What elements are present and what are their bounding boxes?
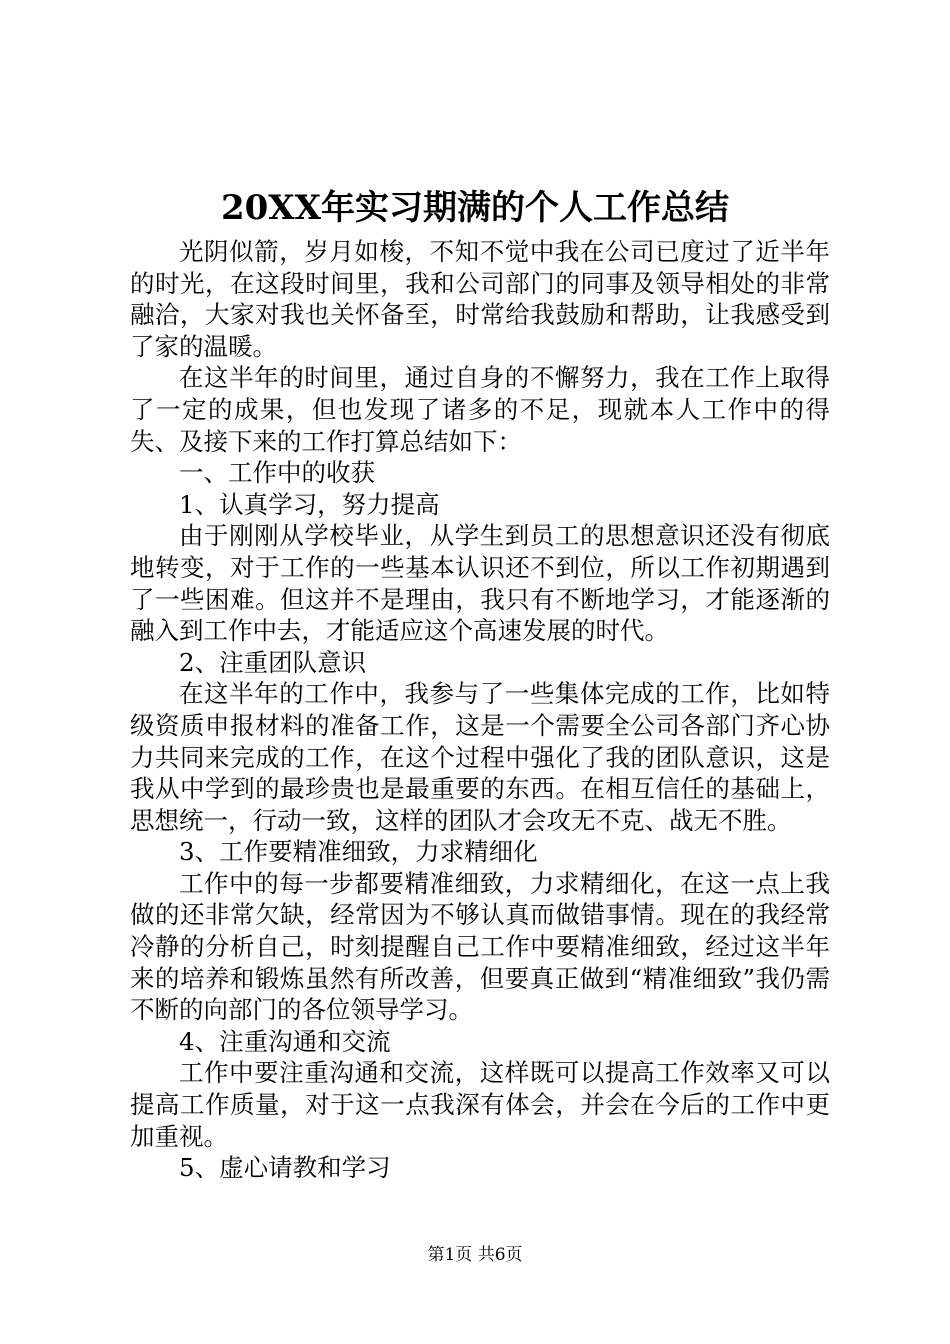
document-title: 20XX年实习期满的个人工作总结 [220,188,730,228]
paragraph: 光阴似箭，岁月如梭，不知不觉中我在公司已度过了近半年的时光，在这段时间里，我和公司部门的同事及领导相处的非常融洽，大家对我也关怀备至，时常给我鼓励和帮助，让我感受到了家的温暖。 [130,237,830,361]
subsection-heading: 5、虚心请教和学习 [179,1153,391,1183]
subsection-heading: 2、注重团队意识 [179,647,367,677]
subsection-heading: 1、认真学习，努力提高 [179,489,440,519]
subsection-heading: 4、注重沟通和交流 [179,1026,391,1056]
subsection-heading: 3、工作要精准细致，力求精细化 [179,837,538,867]
paragraph: 工作中的每一步都要精准细致，力求精细化，在这一点上我做的还非常欠缺，经常因为不够认真而做错事情。现在的我经常冷静的分析自己，时刻提醒自己工作中要精准细致，经过这半年来的培养和锻炼虽然有所改善，但要真正做到“精准细致”我仍需不断的向部门的各位领导学习。 [130,868,830,1025]
paragraph: 由于刚刚从学校毕业，从学生到员工的思想意识还没有彻底地转变，对于工作的一些基本认识还不到位，所以工作初期遇到了一些困难。但这并不是理由，我只有不断地学习，才能逐渐的融入到工作中去，才能适应这个高速发展的时代。 [130,521,830,646]
paragraph: 在这半年的工作中，我参与了一些集体完成的工作，比如特级资质申报材料的准备工作，这是一个需要全公司各部门齐心协力共同来完成的工作，在这个过程中强化了我的团队意识，这是我从中学到的最珍贵也是最重要的东西。在相互信任的基础上，思想统一，行动一致，这样的团队才会攻无不克、战无不胜。 [130,679,830,835]
section-heading: 一、工作中的收获 [179,458,375,488]
paragraph: 工作中要注重沟通和交流，这样既可以提高工作效率又可以提高工作质量，对于这一点我深有体会，并会在今后的工作中更加重视。 [130,1058,830,1151]
paragraph: 在这半年的时间里，通过自身的不懈努力，我在工作上取得了一定的成果，但也发现了诸多的不足，现就本人工作中的得失、及接下来的工作打算总结如下： [130,363,830,456]
page-footer: 第1页 共6页 [427,1245,523,1265]
document-body [130,236,830,1184]
